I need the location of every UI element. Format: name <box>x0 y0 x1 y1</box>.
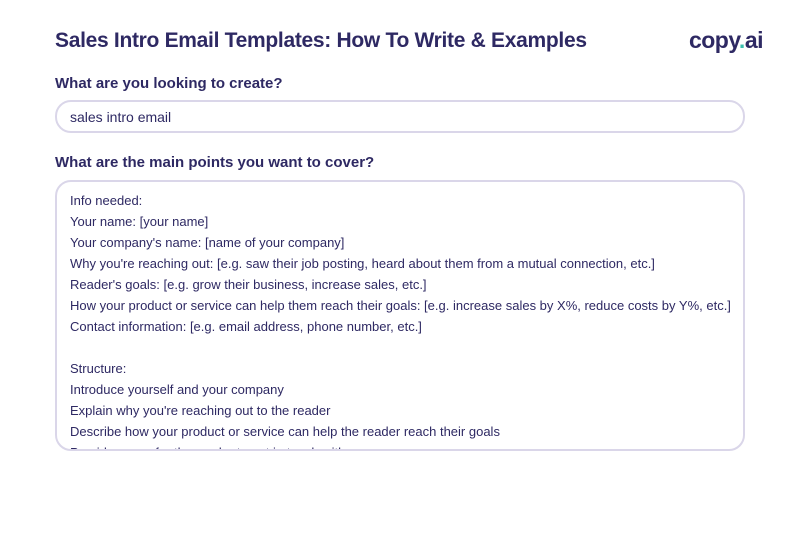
copyai-logo <box>689 27 763 54</box>
logo-ai-text: ai <box>744 27 763 53</box>
create-input[interactable] <box>55 100 745 133</box>
logo-dot: . <box>738 27 745 53</box>
points-question-label: What are the main points you want to cover? <box>55 154 375 171</box>
header <box>55 27 763 54</box>
logo-copy-text: copy <box>688 27 739 53</box>
page-title: Sales Intro Email Templates: How To Write & Examples <box>55 28 587 52</box>
create-question-label: What are you looking to create? <box>55 75 283 92</box>
points-textarea[interactable] <box>55 180 745 451</box>
